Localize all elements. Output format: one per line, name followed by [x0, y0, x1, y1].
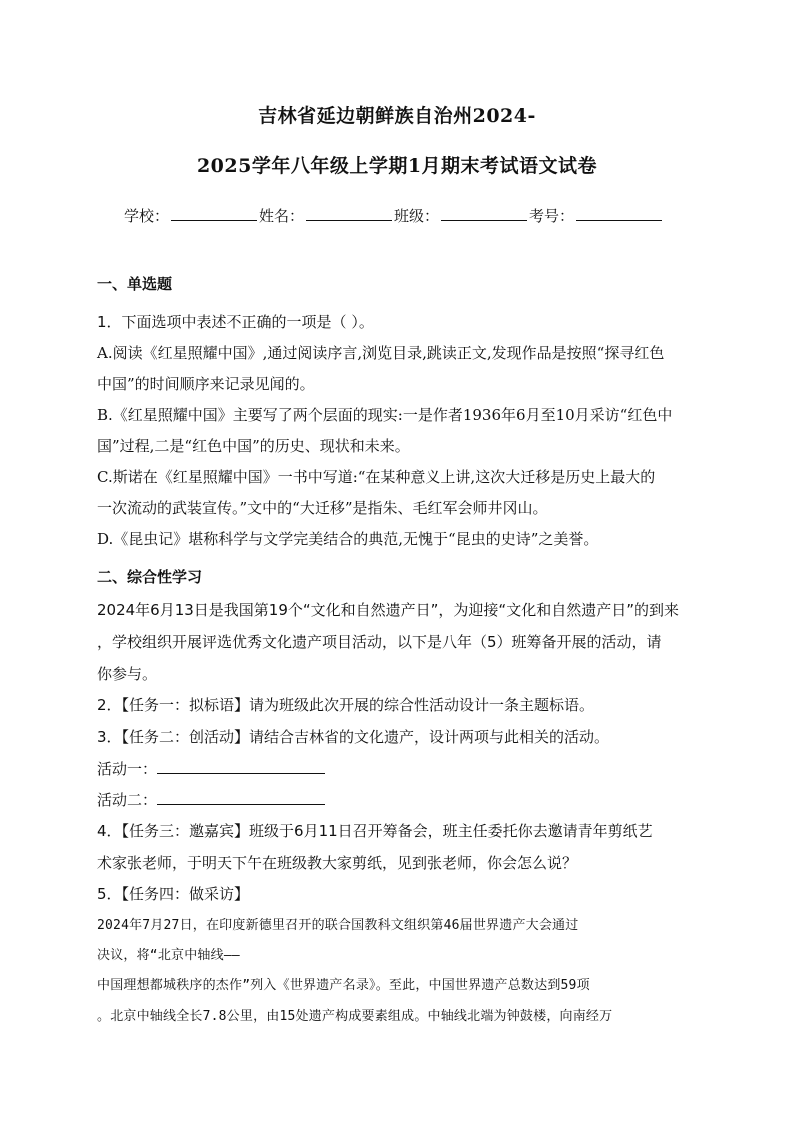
name-label: 姓名： [259, 207, 305, 225]
question-2: 2．【任务一：拟标语】请为班级此次开展的综合性活动设计一条主题标语。 [97, 696, 595, 714]
exam-title-line1: 吉林省延边朝鲜族自治州2024- [258, 105, 536, 127]
question-4-line1: 4．【任务三：邀嘉宾】班级于6月11日召开筹备会，班主任委托你去邀请青年剪纸艺 [97, 822, 653, 840]
option-a-line1: A.阅读《红星照耀中国》,通过阅读序言,浏览目录,跳读正文,发现作品是按照“探寻红色 [97, 344, 665, 362]
passage-line2: 决议，将“北京中轴线—— [97, 948, 240, 963]
intro-line2: ，学校组织开展评选优秀文化遗产项目活动，以下是八年（5）班筹备开展的活动，请 [97, 633, 662, 651]
question-5: 5．【任务四：做采访】 [97, 885, 250, 903]
school-label: 学校： [124, 207, 170, 225]
activity-1-blank [157, 759, 325, 774]
option-b-line1: B.《红星照耀中国》主要写了两个层面的现实:一是作者1936年6月至10月采访“红色中 [97, 406, 673, 424]
exam-title-line2: 2025学年八年级上学期1月期末考试语文试卷 [196, 155, 598, 177]
passage-line1: 2024年7月27日，在印度新德里召开的联合国教科文组织第46届世界遗产大会通过 [97, 918, 579, 933]
option-a-line2: 中国”的时间顺序来记录见闻的。 [97, 375, 315, 393]
activity-1-row [97, 758, 325, 779]
option-c-line2: 一次流动的武装宣传。”文中的“大迁移”是指朱、毛红军会师井冈山。 [97, 499, 548, 517]
name-blank [306, 207, 392, 221]
section1-heading: 一、单选题 [97, 275, 173, 293]
class-blank [441, 207, 527, 221]
activity-2-label: 活动二： [97, 791, 158, 809]
option-b-line2: 国”过程,二是“红色中国”的历史、现状和未来。 [97, 437, 410, 455]
intro-line1: 2024年6月13日是我国第19个“文化和自然遗产日”，为迎接“文化和自然遗产日”的到来 [97, 601, 679, 619]
number-blank [576, 207, 662, 221]
passage-line3: 中国理想都城秩序的杰作”列入《世界遗产名录》。至此，中国世界遗产总数达到59项 [97, 978, 590, 993]
activity-1-label: 活动一： [97, 760, 158, 778]
question-3: 3．【任务二：创活动】请结合吉林省的文化遗产，设计两项与此相关的活动。 [97, 728, 610, 746]
class-label: 班级： [394, 207, 440, 225]
section2-heading: 二、综合性学习 [97, 568, 203, 586]
activity-2-blank [157, 790, 325, 805]
option-d: D.《昆虫记》堪称科学与文学完美结合的典范,无愧于“昆虫的史诗”之美誉。 [97, 530, 599, 548]
student-info-row [124, 205, 664, 226]
option-c-line1: C.斯诺在《红星照耀中国》一书中写道:“在某种意义上讲,这次大迁移是历史上最大的 [97, 468, 656, 486]
question-1: 1．下面选项中表述不正确的一项是（ ）。 [97, 313, 374, 331]
school-blank [171, 207, 257, 221]
question-4-line2: 术家张老师，于明天下午在班级教大家剪纸，见到张老师，你会怎么说？ [97, 854, 578, 872]
intro-line3: 你参与。 [97, 665, 158, 683]
number-label: 考号： [529, 207, 575, 225]
passage-line4: 。北京中轴线全长7.8公里，由15处遗产构成要素组成。中轴线北端为钟鼓楼，向南经万 [97, 1009, 613, 1024]
activity-2-row [97, 789, 325, 810]
